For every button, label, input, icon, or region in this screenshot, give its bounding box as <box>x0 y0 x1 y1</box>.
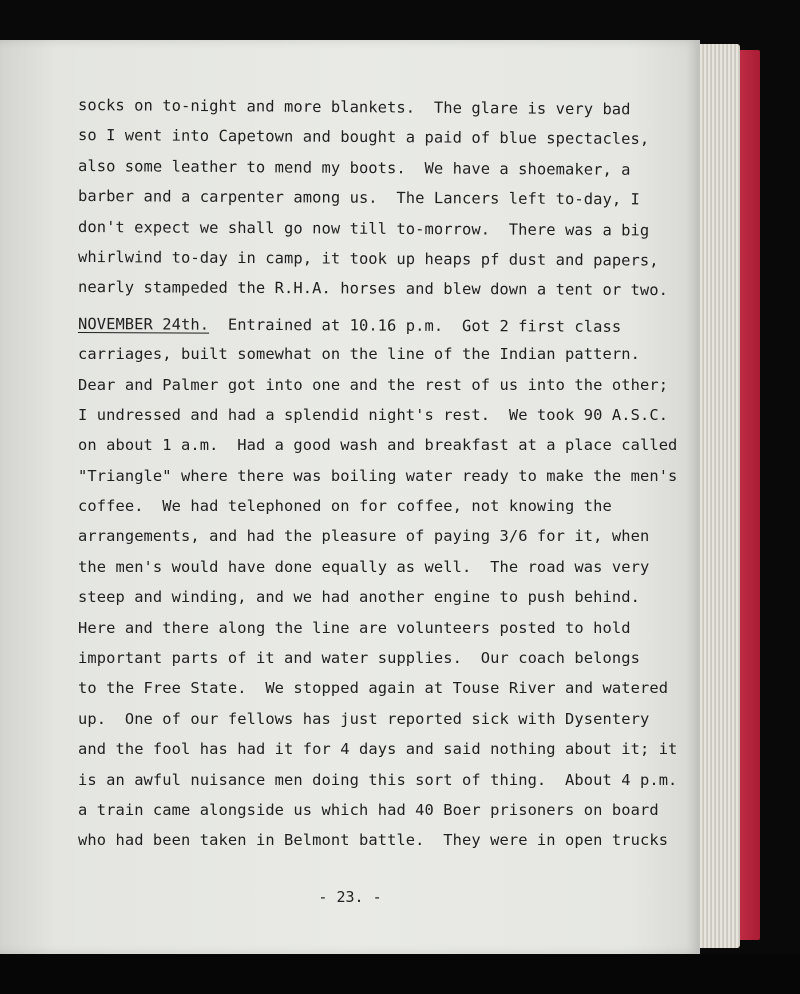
text-line: Here and there along the line are volunteers posted to hold <box>78 618 631 637</box>
text-line: socks on to-night and more blankets. The glare is very bad <box>77 96 631 119</box>
text-line: don't expect we shall go now till to-morrow. There was a big <box>77 217 650 240</box>
text-line: whirlwind to-day in camp, it took up heaps pf dust and papers, <box>77 247 659 270</box>
text-line: Dear and Palmer got into one and the rest of us into the other; <box>78 375 669 394</box>
text-line: a train came alongside us which had 40 Boer prisoners on board <box>78 800 659 819</box>
text-line: so I went into Capetown and bought a paid of blue spectacles, <box>77 126 650 149</box>
page-text <box>78 90 678 856</box>
text-line: to the Free State. We stopped again at Touse River and watered <box>78 679 669 698</box>
text-line: who had been taken in Belmont battle. They were in open trucks <box>78 831 669 850</box>
text-line: up. One of our fellows has just reported sick with Dysentery <box>78 709 650 728</box>
page-number: - 23. - <box>318 888 382 906</box>
text-line: the men's would have done equally as well. The road was very <box>78 557 650 576</box>
text-line: carriages, built somewhat on the line of the Indian pattern. <box>78 345 640 364</box>
text-line: "Triangle" where there was boiling water ready to make the men's <box>78 466 678 485</box>
text-line: and the fool has had it for 4 days and said nothing about it; it <box>78 740 678 759</box>
text-line: important parts of it and water supplies. Our coach belongs <box>78 649 640 668</box>
background-shadow <box>0 954 800 994</box>
text-line: arrangements, and had the pleasure of paying 3/6 for it, when <box>78 527 650 546</box>
text-line: I undressed and had a splendid night's rest. We took 90 A.S.C. <box>78 405 669 424</box>
typed-page <box>0 40 700 954</box>
entry-heading-line <box>78 309 678 343</box>
text-line: nearly stampeded the R.H.A. horses and blew down a tent or two. <box>77 278 669 300</box>
text-line: on about 1 a.m. Had a good wash and breakfast at a place called <box>78 436 678 455</box>
entry-first-text: Entrained at 10.16 p.m. Got 2 first class <box>209 315 622 336</box>
text-line: coffee. We had telephoned on for coffee, not knowing the <box>78 497 612 516</box>
text-line: also some leather to mend my boots. We have a shoemaker, a <box>77 156 631 179</box>
text-line: is an awful nuisance men doing this sort of thing. About 4 p.m. <box>78 770 678 789</box>
entry-date-heading: NOVEMBER 24th. <box>77 314 210 334</box>
text-line: steep and winding, and we had another engine to push behind. <box>78 588 640 607</box>
text-line: barber and a carpenter among us. The Lancers left to-day, I <box>77 187 641 209</box>
